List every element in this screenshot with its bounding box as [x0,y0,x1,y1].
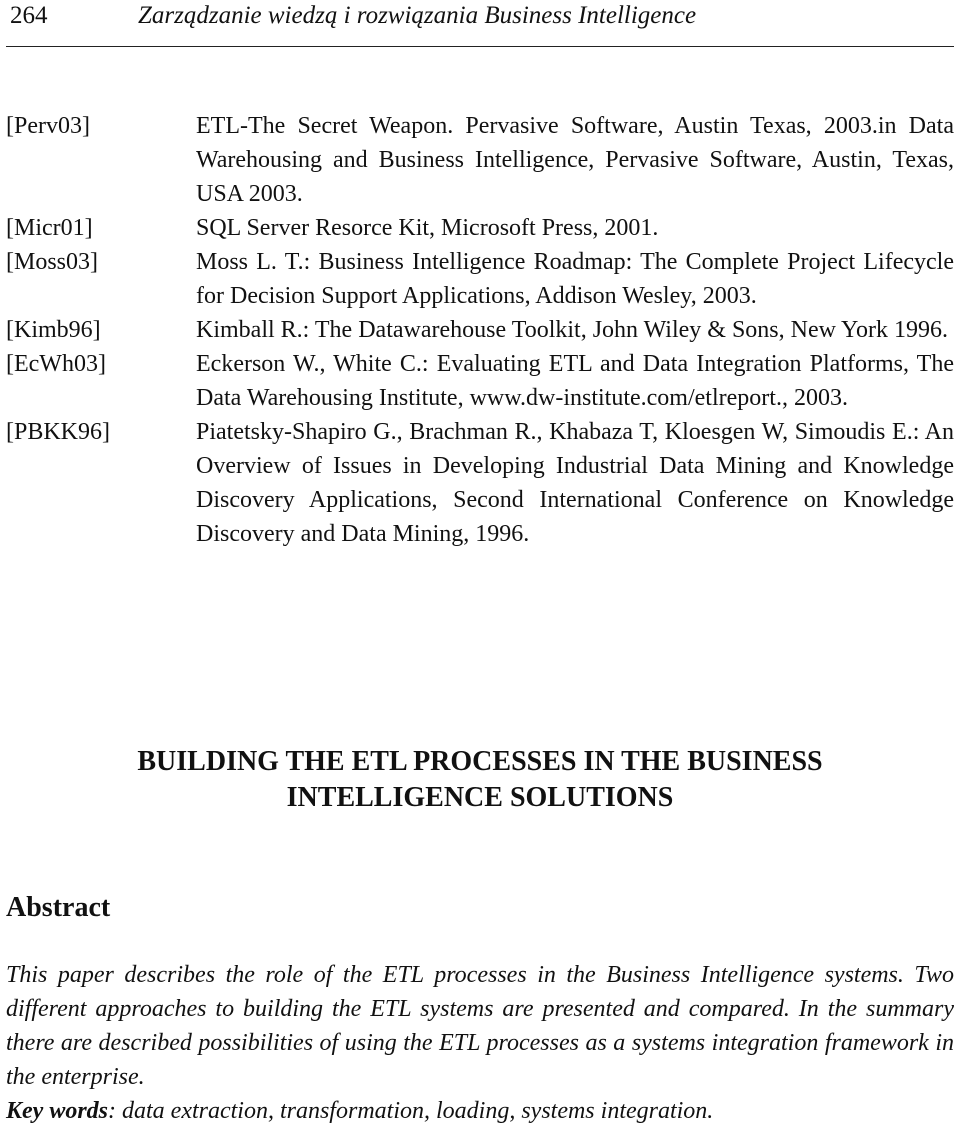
reference-text: Moss L. T.: Business Intelligence Roadmap: The Complete Project Lifecycle for Decision Support Applications, Addison Wesley, 2003. [196,249,954,309]
reference-item [6,313,954,347]
reference-key: [Perv03] [6,113,90,139]
reference-key: [Moss03] [6,249,99,275]
reference-key: [PBKK96] [6,419,111,445]
reference-item [6,415,954,551]
keywords-line [6,1094,954,1128]
reference-text: Kimball R.: The Datawarehouse Toolkit, John Wiley & Sons, New York 1996. [196,317,948,343]
reference-item [6,109,954,211]
reference-list [6,109,954,551]
reference-text: ETL-The Secret Weapon. Pervasive Software, Austin Texas, 2003.in Data Warehousing and Business Intelligence, Pervasive Software, Austin, Texas, USA 2003. [196,113,954,207]
running-title: Zarządzanie wiedzą i rozwiązania Business Intelligence [138,2,697,29]
keywords-text: : data extraction, transformation, loading, systems integration. [108,1098,714,1124]
reference-text: Eckerson W., White C.: Evaluating ETL and Data Integration Platforms, The Data Warehousing Institute, www.dw-institute.com/etlreport., 2003. [196,351,954,411]
abstract-heading: Abstract [6,892,111,923]
reference-key: [Kimb96] [6,317,101,343]
page-header [6,0,954,47]
reference-item [6,211,954,245]
reference-text: Piatetsky-Shapiro G., Brachman R., Khabaza T, Kloesgen W, Simoudis E.: An Overview of Issues in Developing Industrial Data Mining and Knowledge Discovery Applications, Second International Conference on Knowledge Discovery and Data Mining, 1996. [196,419,954,547]
reference-key: [EcWh03] [6,351,106,377]
reference-text: SQL Server Resorce Kit, Microsoft Press, 2001. [196,215,659,241]
paper-title-line-1: BUILDING THE ETL PROCESSES IN THE BUSINESS [137,746,823,777]
reference-item [6,347,954,415]
keywords-label: Key words [6,1098,108,1124]
paper-title-line-2: INTELLIGENCE SOLUTIONS [286,782,674,813]
reference-key: [Micr01] [6,215,93,241]
abstract-text: This paper describes the role of the ETL processes in the Business Intelligence systems. Two different approaches to building the ETL systems are presented and compared. In the summary there are described possibilities of using the ETL processes as a systems integration framework in the enterprise. [6,962,954,1090]
paper-title [20,744,940,816]
reference-item [6,245,954,313]
page-number: 264 [10,2,48,29]
